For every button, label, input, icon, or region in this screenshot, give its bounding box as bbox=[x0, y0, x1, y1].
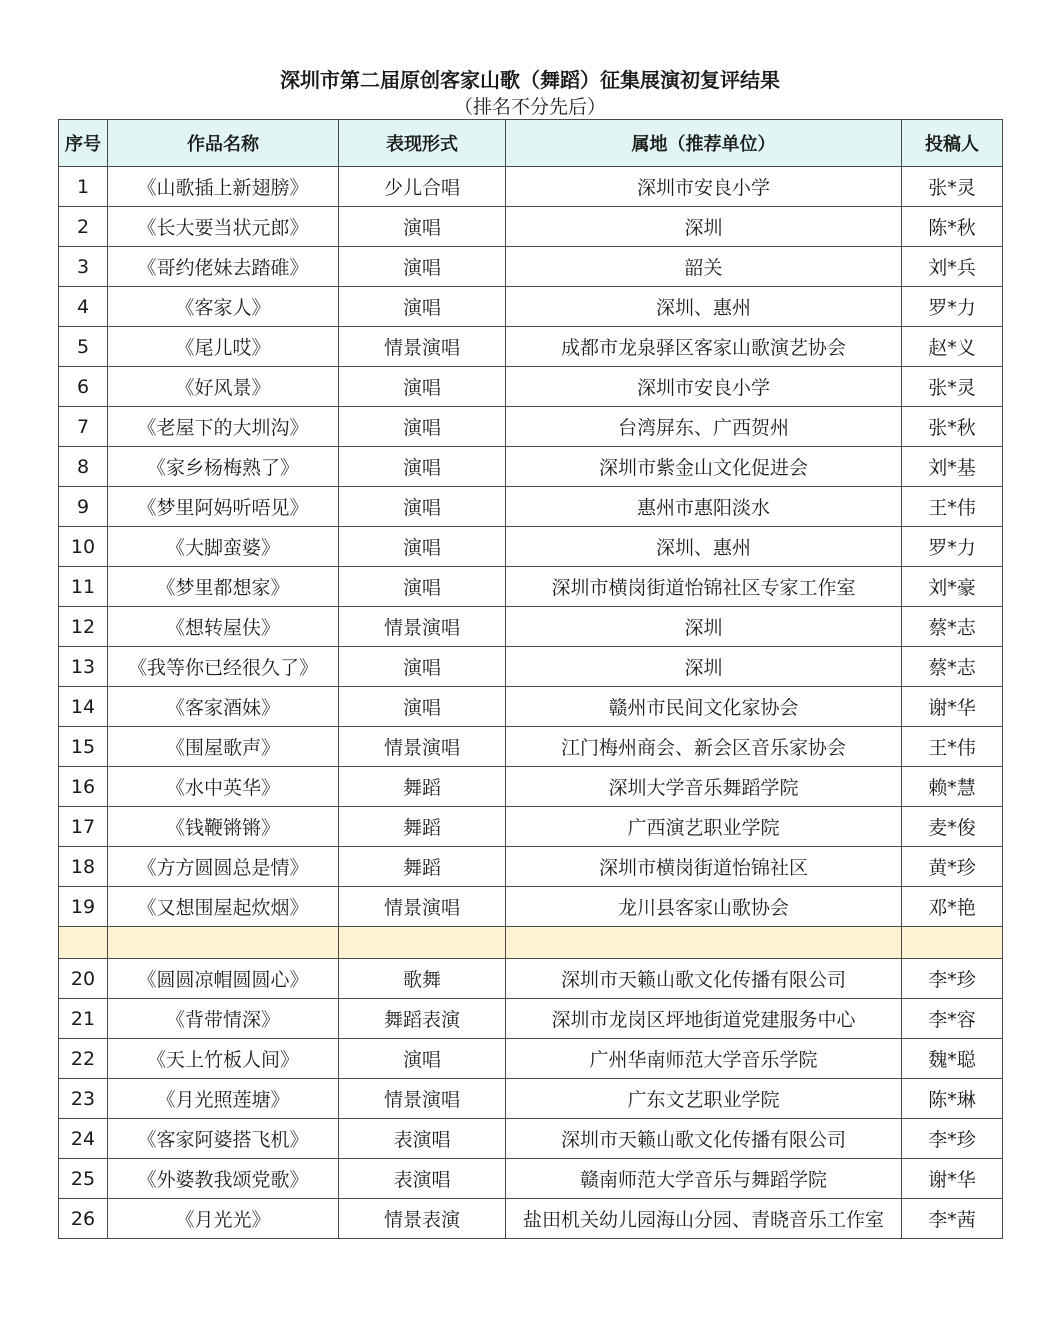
cell-work-title: 《梦里都想家》 bbox=[108, 567, 339, 607]
header-form: 表现形式 bbox=[339, 120, 506, 167]
cell-work-title: 《钱鞭锵锵》 bbox=[108, 807, 339, 847]
cell-origin-unit: 广东文艺职业学院 bbox=[506, 1079, 902, 1119]
cell-index: 23 bbox=[59, 1079, 108, 1119]
table-row bbox=[59, 959, 1003, 999]
cell-work-title: 《客家人》 bbox=[108, 287, 339, 327]
cell-index: 16 bbox=[59, 767, 108, 807]
cell-origin-unit: 广西演艺职业学院 bbox=[506, 807, 902, 847]
cell-origin-unit: 广州华南师范大学音乐学院 bbox=[506, 1039, 902, 1079]
cell-index: 3 bbox=[59, 247, 108, 287]
cell-author: 李*茜 bbox=[902, 1199, 1003, 1239]
cell-work-title: 《水中英华》 bbox=[108, 767, 339, 807]
cell-form: 舞蹈 bbox=[339, 807, 506, 847]
cell-origin-unit: 深圳市横岗街道怡锦社区专家工作室 bbox=[506, 567, 902, 607]
cell-origin-unit: 深圳市安良小学 bbox=[506, 367, 902, 407]
cell-author: 赵*义 bbox=[902, 327, 1003, 367]
table-row bbox=[59, 207, 1003, 247]
table-row bbox=[59, 527, 1003, 567]
empty-cell bbox=[339, 927, 506, 959]
header-index: 序号 bbox=[59, 120, 108, 167]
table-row bbox=[59, 247, 1003, 287]
cell-author: 王*伟 bbox=[902, 487, 1003, 527]
cell-form: 演唱 bbox=[339, 1039, 506, 1079]
cell-form: 演唱 bbox=[339, 647, 506, 687]
cell-origin-unit: 深圳市天籁山歌文化传播有限公司 bbox=[506, 1119, 902, 1159]
cell-index: 17 bbox=[59, 807, 108, 847]
table-row bbox=[59, 1039, 1003, 1079]
cell-origin-unit: 韶关 bbox=[506, 247, 902, 287]
cell-origin-unit: 深圳 bbox=[506, 207, 902, 247]
cell-index: 21 bbox=[59, 999, 108, 1039]
cell-origin-unit: 深圳市横岗街道怡锦社区 bbox=[506, 847, 902, 887]
empty-cell bbox=[506, 927, 902, 959]
cell-index: 7 bbox=[59, 407, 108, 447]
cell-author: 邓*艳 bbox=[902, 887, 1003, 927]
empty-cell bbox=[108, 927, 339, 959]
table-row bbox=[59, 567, 1003, 607]
cell-form: 少儿合唱 bbox=[339, 167, 506, 207]
cell-origin-unit: 深圳大学音乐舞蹈学院 bbox=[506, 767, 902, 807]
cell-form: 演唱 bbox=[339, 207, 506, 247]
cell-form: 表演唱 bbox=[339, 1119, 506, 1159]
table-row bbox=[59, 767, 1003, 807]
cell-index: 19 bbox=[59, 887, 108, 927]
cell-form: 情景演唱 bbox=[339, 607, 506, 647]
table-row bbox=[59, 367, 1003, 407]
cell-work-title: 《客家阿婆搭飞机》 bbox=[108, 1119, 339, 1159]
cell-work-title: 《老屋下的大圳沟》 bbox=[108, 407, 339, 447]
table-row bbox=[59, 487, 1003, 527]
cell-work-title: 《月光光》 bbox=[108, 1199, 339, 1239]
cell-author: 蔡*志 bbox=[902, 647, 1003, 687]
cell-origin-unit: 赣州市民间文化家协会 bbox=[506, 687, 902, 727]
cell-index: 25 bbox=[59, 1159, 108, 1199]
cell-author: 罗*力 bbox=[902, 287, 1003, 327]
table-row bbox=[59, 807, 1003, 847]
cell-origin-unit: 深圳市龙岗区坪地街道党建服务中心 bbox=[506, 999, 902, 1039]
table-header-row bbox=[59, 120, 1003, 167]
cell-work-title: 《想转屋伕》 bbox=[108, 607, 339, 647]
cell-author: 张*灵 bbox=[902, 367, 1003, 407]
cell-index: 15 bbox=[59, 727, 108, 767]
table-row bbox=[59, 687, 1003, 727]
cell-form: 演唱 bbox=[339, 247, 506, 287]
empty-cell bbox=[902, 927, 1003, 959]
cell-origin-unit: 深圳、惠州 bbox=[506, 527, 902, 567]
cell-author: 黄*珍 bbox=[902, 847, 1003, 887]
cell-work-title: 《外婆教我颂党歌》 bbox=[108, 1159, 339, 1199]
page-subtitle: （排名不分先后） bbox=[453, 96, 606, 118]
table-row bbox=[59, 167, 1003, 207]
header-origin-unit: 属地（推荐单位） bbox=[506, 120, 902, 167]
cell-form: 演唱 bbox=[339, 567, 506, 607]
cell-work-title: 《背带情深》 bbox=[108, 999, 339, 1039]
page-title: 深圳市第二届原创客家山歌（舞蹈）征集展演初复评结果 bbox=[280, 68, 780, 92]
cell-form: 情景演唱 bbox=[339, 887, 506, 927]
cell-index: 20 bbox=[59, 959, 108, 999]
cell-work-title: 《天上竹板人间》 bbox=[108, 1039, 339, 1079]
cell-origin-unit: 台湾屏东、广西贺州 bbox=[506, 407, 902, 447]
cell-index: 10 bbox=[59, 527, 108, 567]
cell-origin-unit: 深圳 bbox=[506, 607, 902, 647]
table-row bbox=[59, 999, 1003, 1039]
table-row bbox=[59, 447, 1003, 487]
cell-work-title: 《哥约佬妹去踏碓》 bbox=[108, 247, 339, 287]
table-row bbox=[59, 607, 1003, 647]
table-row bbox=[59, 327, 1003, 367]
cell-origin-unit: 龙川县客家山歌协会 bbox=[506, 887, 902, 927]
table-row bbox=[59, 1119, 1003, 1159]
cell-index: 18 bbox=[59, 847, 108, 887]
cell-index: 6 bbox=[59, 367, 108, 407]
cell-work-title: 《好风景》 bbox=[108, 367, 339, 407]
cell-form: 演唱 bbox=[339, 447, 506, 487]
cell-work-title: 《尾儿哎》 bbox=[108, 327, 339, 367]
table-row bbox=[59, 407, 1003, 447]
cell-form: 情景表演 bbox=[339, 1199, 506, 1239]
table-row bbox=[59, 1159, 1003, 1199]
empty-cell bbox=[59, 927, 108, 959]
cell-work-title: 《方方圆圆总是情》 bbox=[108, 847, 339, 887]
cell-origin-unit: 深圳 bbox=[506, 647, 902, 687]
cell-work-title: 《又想围屋起炊烟》 bbox=[108, 887, 339, 927]
cell-form: 表演唱 bbox=[339, 1159, 506, 1199]
separator-row bbox=[59, 927, 1003, 959]
header-work-title: 作品名称 bbox=[108, 120, 339, 167]
cell-author: 刘*豪 bbox=[902, 567, 1003, 607]
cell-form: 舞蹈 bbox=[339, 847, 506, 887]
cell-work-title: 《我等你已经很久了》 bbox=[108, 647, 339, 687]
table-row bbox=[59, 647, 1003, 687]
cell-work-title: 《大脚蛮婆》 bbox=[108, 527, 339, 567]
cell-author: 刘*兵 bbox=[902, 247, 1003, 287]
cell-origin-unit: 深圳市紫金山文化促进会 bbox=[506, 447, 902, 487]
cell-author: 刘*基 bbox=[902, 447, 1003, 487]
cell-work-title: 《客家酒妹》 bbox=[108, 687, 339, 727]
cell-work-title: 《长大要当状元郎》 bbox=[108, 207, 339, 247]
cell-index: 9 bbox=[59, 487, 108, 527]
cell-author: 王*伟 bbox=[902, 727, 1003, 767]
cell-index: 11 bbox=[59, 567, 108, 607]
cell-author: 李*珍 bbox=[902, 959, 1003, 999]
cell-form: 情景演唱 bbox=[339, 327, 506, 367]
cell-index: 13 bbox=[59, 647, 108, 687]
cell-form: 情景演唱 bbox=[339, 727, 506, 767]
table-row bbox=[59, 887, 1003, 927]
cell-work-title: 《围屋歌声》 bbox=[108, 727, 339, 767]
cell-author: 蔡*志 bbox=[902, 607, 1003, 647]
cell-index: 26 bbox=[59, 1199, 108, 1239]
header-author: 投稿人 bbox=[902, 120, 1003, 167]
cell-origin-unit: 惠州市惠阳淡水 bbox=[506, 487, 902, 527]
cell-form: 演唱 bbox=[339, 487, 506, 527]
cell-origin-unit: 深圳、惠州 bbox=[506, 287, 902, 327]
cell-index: 12 bbox=[59, 607, 108, 647]
cell-author: 陈*琳 bbox=[902, 1079, 1003, 1119]
cell-author: 赖*慧 bbox=[902, 767, 1003, 807]
cell-form: 情景演唱 bbox=[339, 1079, 506, 1119]
cell-author: 张*灵 bbox=[902, 167, 1003, 207]
cell-work-title: 《梦里阿妈听唔见》 bbox=[108, 487, 339, 527]
cell-origin-unit: 成都市龙泉驿区客家山歌演艺协会 bbox=[506, 327, 902, 367]
cell-index: 24 bbox=[59, 1119, 108, 1159]
cell-index: 14 bbox=[59, 687, 108, 727]
cell-author: 张*秋 bbox=[902, 407, 1003, 447]
table-row bbox=[59, 727, 1003, 767]
cell-author: 麦*俊 bbox=[902, 807, 1003, 847]
cell-origin-unit: 深圳市安良小学 bbox=[506, 167, 902, 207]
cell-index: 22 bbox=[59, 1039, 108, 1079]
cell-form: 舞蹈 bbox=[339, 767, 506, 807]
cell-index: 1 bbox=[59, 167, 108, 207]
table-row bbox=[59, 287, 1003, 327]
cell-form: 演唱 bbox=[339, 407, 506, 447]
cell-work-title: 《月光照莲塘》 bbox=[108, 1079, 339, 1119]
cell-form: 演唱 bbox=[339, 287, 506, 327]
cell-author: 罗*力 bbox=[902, 527, 1003, 567]
cell-author: 陈*秋 bbox=[902, 207, 1003, 247]
cell-form: 舞蹈表演 bbox=[339, 999, 506, 1039]
cell-author: 谢*华 bbox=[902, 687, 1003, 727]
cell-work-title: 《圆圆凉帽圆圆心》 bbox=[108, 959, 339, 999]
cell-index: 5 bbox=[59, 327, 108, 367]
cell-form: 歌舞 bbox=[339, 959, 506, 999]
cell-form: 演唱 bbox=[339, 687, 506, 727]
cell-work-title: 《山歌插上新翅膀》 bbox=[108, 167, 339, 207]
cell-author: 魏*聪 bbox=[902, 1039, 1003, 1079]
cell-origin-unit: 江门梅州商会、新会区音乐家协会 bbox=[506, 727, 902, 767]
results-table bbox=[58, 119, 1003, 1239]
cell-origin-unit: 盐田机关幼儿园海山分园、青晓音乐工作室 bbox=[506, 1199, 902, 1239]
cell-form: 演唱 bbox=[339, 367, 506, 407]
table-row bbox=[59, 847, 1003, 887]
cell-work-title: 《家乡杨梅熟了》 bbox=[108, 447, 339, 487]
cell-author: 李*容 bbox=[902, 999, 1003, 1039]
table-row bbox=[59, 1079, 1003, 1119]
cell-author: 李*珍 bbox=[902, 1119, 1003, 1159]
table-row bbox=[59, 1199, 1003, 1239]
cell-origin-unit: 赣南师范大学音乐与舞蹈学院 bbox=[506, 1159, 902, 1199]
cell-index: 4 bbox=[59, 287, 108, 327]
cell-index: 2 bbox=[59, 207, 108, 247]
cell-origin-unit: 深圳市天籁山歌文化传播有限公司 bbox=[506, 959, 902, 999]
cell-index: 8 bbox=[59, 447, 108, 487]
cell-author: 谢*华 bbox=[902, 1159, 1003, 1199]
cell-form: 演唱 bbox=[339, 527, 506, 567]
